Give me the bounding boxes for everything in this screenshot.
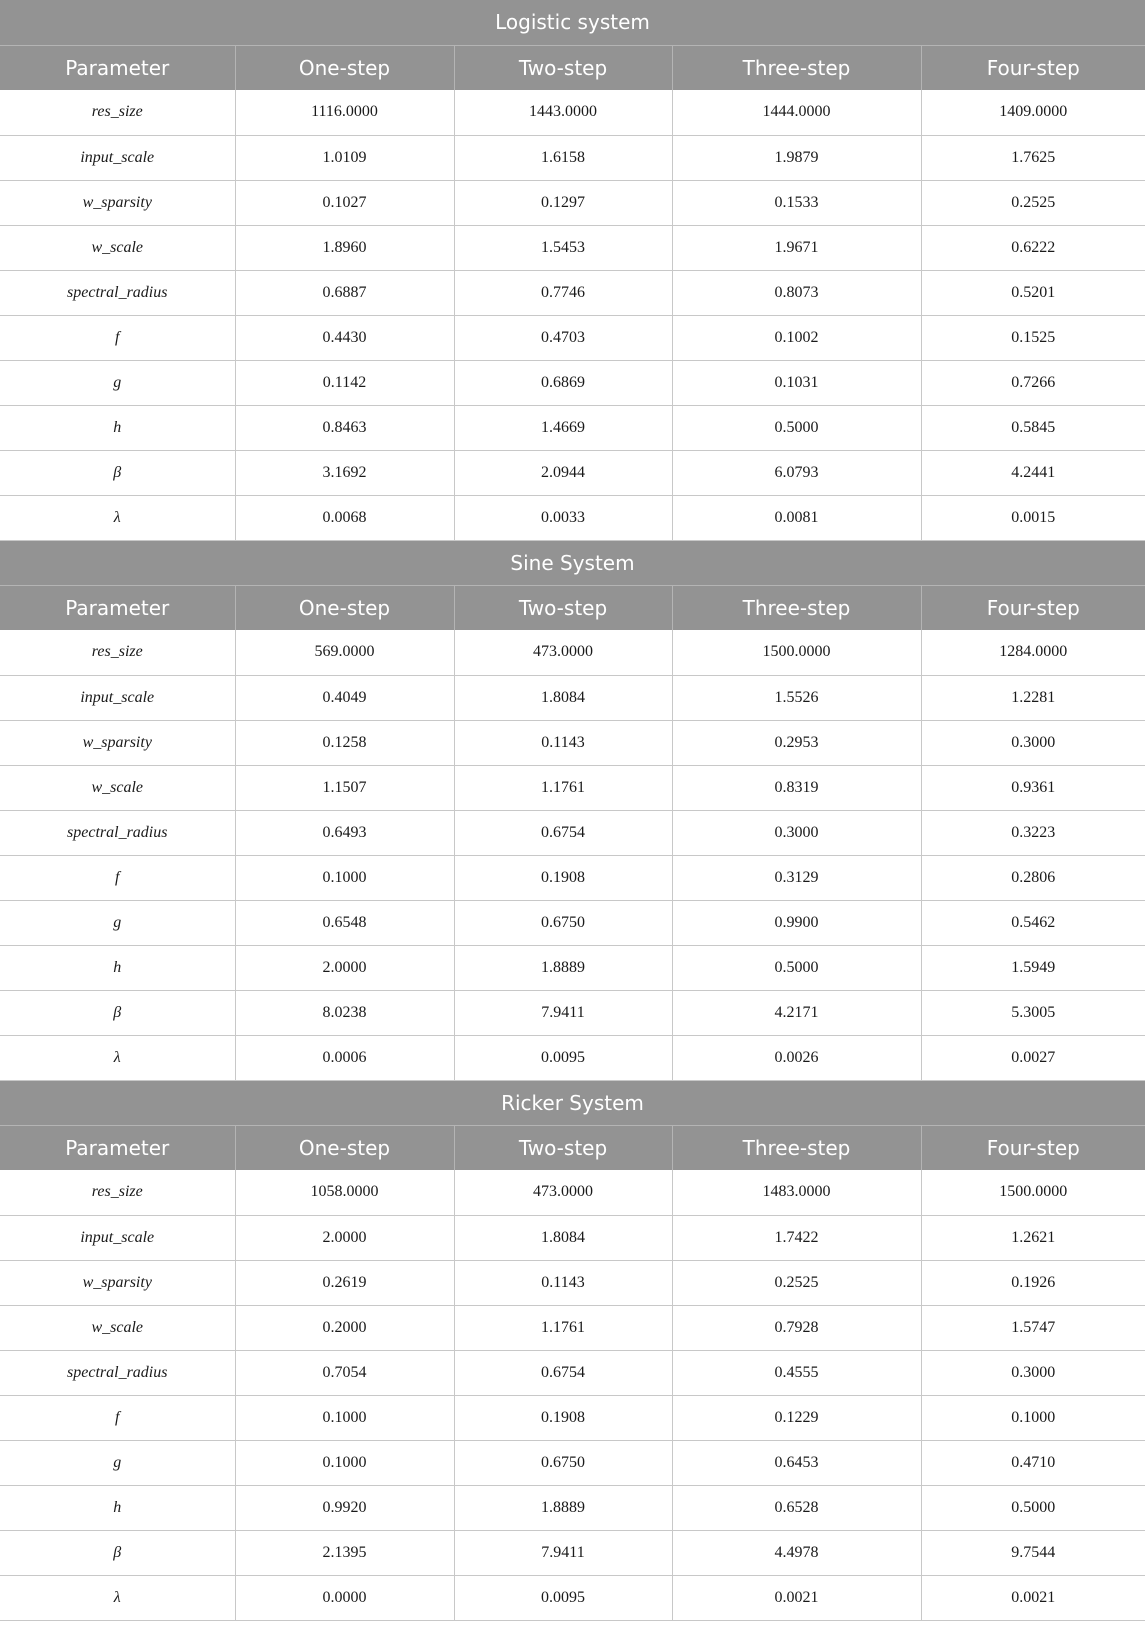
- parameter-name-cell: res_size: [0, 1170, 235, 1215]
- value-cell: 2.1395: [235, 1530, 454, 1575]
- value-cell: 0.1143: [454, 1260, 672, 1305]
- value-cell: 0.1908: [454, 1395, 672, 1440]
- table-row: [0, 135, 1145, 180]
- value-cell: 0.2619: [235, 1260, 454, 1305]
- column-header: Four-step: [921, 585, 1145, 630]
- value-cell: 0.4703: [454, 315, 672, 360]
- column-header: Three-step: [672, 45, 921, 90]
- value-cell: 1500.0000: [921, 1170, 1145, 1215]
- value-cell: 1.6158: [454, 135, 672, 180]
- column-header-row: [0, 585, 1145, 630]
- value-cell: 0.6453: [672, 1440, 921, 1485]
- value-cell: 0.5000: [921, 1485, 1145, 1530]
- value-cell: 0.5845: [921, 405, 1145, 450]
- value-cell: 0.6548: [235, 900, 454, 945]
- table-row: [0, 900, 1145, 945]
- column-header: Four-step: [921, 1125, 1145, 1170]
- value-cell: 0.2953: [672, 720, 921, 765]
- section-title-row: [0, 0, 1145, 45]
- value-cell: 1.8889: [454, 945, 672, 990]
- value-cell: 0.7746: [454, 270, 672, 315]
- parameter-name-cell: spectral_radius: [0, 1350, 235, 1395]
- value-cell: 0.4430: [235, 315, 454, 360]
- value-cell: 9.7544: [921, 1530, 1145, 1575]
- value-cell: 569.0000: [235, 630, 454, 675]
- value-cell: 0.8073: [672, 270, 921, 315]
- value-cell: 1.8084: [454, 1215, 672, 1260]
- table-row: [0, 1035, 1145, 1080]
- parameter-name-cell: g: [0, 360, 235, 405]
- value-cell: 0.6754: [454, 1350, 672, 1395]
- value-cell: 1.1507: [235, 765, 454, 810]
- value-cell: 3.1692: [235, 450, 454, 495]
- value-cell: 0.1143: [454, 720, 672, 765]
- value-cell: 1.8889: [454, 1485, 672, 1530]
- parameter-name-cell: λ: [0, 1575, 235, 1620]
- parameter-name-cell: g: [0, 900, 235, 945]
- value-cell: 0.5000: [672, 405, 921, 450]
- value-cell: 1409.0000: [921, 90, 1145, 135]
- value-cell: 0.6222: [921, 225, 1145, 270]
- column-header: Three-step: [672, 585, 921, 630]
- value-cell: 1.9879: [672, 135, 921, 180]
- parameter-name-cell: spectral_radius: [0, 270, 235, 315]
- value-cell: 2.0000: [235, 1215, 454, 1260]
- value-cell: 0.6528: [672, 1485, 921, 1530]
- value-cell: 0.0027: [921, 1035, 1145, 1080]
- value-cell: 0.1000: [235, 1395, 454, 1440]
- value-cell: 0.0026: [672, 1035, 921, 1080]
- value-cell: 0.0021: [672, 1575, 921, 1620]
- value-cell: 0.1525: [921, 315, 1145, 360]
- parameter-name-cell: β: [0, 990, 235, 1035]
- value-cell: 1483.0000: [672, 1170, 921, 1215]
- value-cell: 1116.0000: [235, 90, 454, 135]
- value-cell: 1.8084: [454, 675, 672, 720]
- parameter-name-cell: res_size: [0, 630, 235, 675]
- table-row: [0, 1485, 1145, 1530]
- parameter-name-cell: w_sparsity: [0, 720, 235, 765]
- value-cell: 0.0000: [235, 1575, 454, 1620]
- value-cell: 1.2621: [921, 1215, 1145, 1260]
- value-cell: 0.2525: [921, 180, 1145, 225]
- value-cell: 0.6869: [454, 360, 672, 405]
- value-cell: 1.7422: [672, 1215, 921, 1260]
- parameter-name-cell: input_scale: [0, 135, 235, 180]
- value-cell: 0.6750: [454, 1440, 672, 1485]
- table-row: [0, 90, 1145, 135]
- value-cell: 1058.0000: [235, 1170, 454, 1215]
- value-cell: 0.3000: [921, 720, 1145, 765]
- table-row: [0, 810, 1145, 855]
- value-cell: 4.2171: [672, 990, 921, 1035]
- value-cell: 1444.0000: [672, 90, 921, 135]
- value-cell: 1.5526: [672, 675, 921, 720]
- value-cell: 1.1761: [454, 1305, 672, 1350]
- value-cell: 0.1297: [454, 180, 672, 225]
- value-cell: 0.2525: [672, 1260, 921, 1305]
- value-cell: 1.1761: [454, 765, 672, 810]
- value-cell: 1.0109: [235, 135, 454, 180]
- table-row: [0, 270, 1145, 315]
- value-cell: 6.0793: [672, 450, 921, 495]
- column-header: One-step: [235, 1125, 454, 1170]
- column-header: Three-step: [672, 1125, 921, 1170]
- table-row: [0, 1260, 1145, 1305]
- column-header: Parameter: [0, 1125, 235, 1170]
- value-cell: 0.7266: [921, 360, 1145, 405]
- value-cell: 0.1027: [235, 180, 454, 225]
- table-row: [0, 990, 1145, 1035]
- value-cell: 0.2806: [921, 855, 1145, 900]
- table-row: [0, 225, 1145, 270]
- column-header: Parameter: [0, 45, 235, 90]
- parameter-name-cell: input_scale: [0, 1215, 235, 1260]
- value-cell: 0.1926: [921, 1260, 1145, 1305]
- value-cell: 0.6493: [235, 810, 454, 855]
- value-cell: 0.5201: [921, 270, 1145, 315]
- value-cell: 1.7625: [921, 135, 1145, 180]
- table-row: [0, 765, 1145, 810]
- table-row: [0, 1350, 1145, 1395]
- value-cell: 1443.0000: [454, 90, 672, 135]
- table-row: [0, 1440, 1145, 1485]
- value-cell: 1.5453: [454, 225, 672, 270]
- value-cell: 1.8960: [235, 225, 454, 270]
- table-row: [0, 1170, 1145, 1215]
- table-row: [0, 1530, 1145, 1575]
- value-cell: 0.0095: [454, 1575, 672, 1620]
- value-cell: 1284.0000: [921, 630, 1145, 675]
- parameter-name-cell: w_sparsity: [0, 1260, 235, 1305]
- column-header-row: [0, 1125, 1145, 1170]
- value-cell: 0.0021: [921, 1575, 1145, 1620]
- value-cell: 0.1000: [235, 855, 454, 900]
- value-cell: 0.4710: [921, 1440, 1145, 1485]
- value-cell: 0.9900: [672, 900, 921, 945]
- parameter-name-cell: h: [0, 405, 235, 450]
- table-row: [0, 945, 1145, 990]
- table-row: [0, 1575, 1145, 1620]
- table-row: [0, 315, 1145, 360]
- value-cell: 0.7054: [235, 1350, 454, 1395]
- value-cell: 0.8463: [235, 405, 454, 450]
- parameter-name-cell: h: [0, 945, 235, 990]
- section-title: Sine System: [0, 540, 1145, 585]
- parameter-name-cell: input_scale: [0, 675, 235, 720]
- value-cell: 0.1031: [672, 360, 921, 405]
- table-row: [0, 360, 1145, 405]
- value-cell: 0.1258: [235, 720, 454, 765]
- section-title-row: [0, 1080, 1145, 1125]
- value-cell: 0.1533: [672, 180, 921, 225]
- value-cell: 0.4555: [672, 1350, 921, 1395]
- value-cell: 0.1908: [454, 855, 672, 900]
- value-cell: 4.2441: [921, 450, 1145, 495]
- value-cell: 0.3000: [672, 810, 921, 855]
- value-cell: 2.0944: [454, 450, 672, 495]
- value-cell: 0.0095: [454, 1035, 672, 1080]
- value-cell: 2.0000: [235, 945, 454, 990]
- value-cell: 1500.0000: [672, 630, 921, 675]
- column-header: Four-step: [921, 45, 1145, 90]
- parameter-name-cell: w_scale: [0, 765, 235, 810]
- parameter-name-cell: β: [0, 1530, 235, 1575]
- section-title: Logistic system: [0, 0, 1145, 45]
- table-row: [0, 180, 1145, 225]
- table-row: [0, 720, 1145, 765]
- table-row: [0, 855, 1145, 900]
- value-cell: 1.2281: [921, 675, 1145, 720]
- value-cell: 0.0081: [672, 495, 921, 540]
- value-cell: 4.4978: [672, 1530, 921, 1575]
- value-cell: 1.5949: [921, 945, 1145, 990]
- value-cell: 473.0000: [454, 630, 672, 675]
- parameter-name-cell: f: [0, 855, 235, 900]
- parameter-name-cell: λ: [0, 495, 235, 540]
- parameter-name-cell: res_size: [0, 90, 235, 135]
- value-cell: 1.5747: [921, 1305, 1145, 1350]
- value-cell: 0.6754: [454, 810, 672, 855]
- column-header: One-step: [235, 45, 454, 90]
- parameter-name-cell: f: [0, 1395, 235, 1440]
- value-cell: 0.1000: [921, 1395, 1145, 1440]
- value-cell: 7.9411: [454, 990, 672, 1035]
- value-cell: 0.5000: [672, 945, 921, 990]
- column-header: Two-step: [454, 45, 672, 90]
- section-title: Ricker System: [0, 1080, 1145, 1125]
- value-cell: 0.0015: [921, 495, 1145, 540]
- value-cell: 0.6887: [235, 270, 454, 315]
- value-cell: 0.1002: [672, 315, 921, 360]
- column-header: Two-step: [454, 585, 672, 630]
- value-cell: 7.9411: [454, 1530, 672, 1575]
- value-cell: 0.1229: [672, 1395, 921, 1440]
- parameter-name-cell: w_scale: [0, 225, 235, 270]
- table-row: [0, 1395, 1145, 1440]
- column-header: One-step: [235, 585, 454, 630]
- parameter-name-cell: β: [0, 450, 235, 495]
- table-row: [0, 630, 1145, 675]
- value-cell: 0.0068: [235, 495, 454, 540]
- value-cell: 0.3223: [921, 810, 1145, 855]
- value-cell: 0.1000: [235, 1440, 454, 1485]
- table-row: [0, 405, 1145, 450]
- parameter-name-cell: w_scale: [0, 1305, 235, 1350]
- value-cell: 0.2000: [235, 1305, 454, 1350]
- value-cell: 0.8319: [672, 765, 921, 810]
- value-cell: 0.5462: [921, 900, 1145, 945]
- value-cell: 0.3000: [921, 1350, 1145, 1395]
- column-header: Parameter: [0, 585, 235, 630]
- table-row: [0, 1215, 1145, 1260]
- value-cell: 0.4049: [235, 675, 454, 720]
- value-cell: 0.1142: [235, 360, 454, 405]
- table-row: [0, 675, 1145, 720]
- table-row: [0, 450, 1145, 495]
- value-cell: 1.4669: [454, 405, 672, 450]
- value-cell: 8.0238: [235, 990, 454, 1035]
- value-cell: 1.9671: [672, 225, 921, 270]
- value-cell: 0.0033: [454, 495, 672, 540]
- parameter-name-cell: f: [0, 315, 235, 360]
- value-cell: 0.7928: [672, 1305, 921, 1350]
- parameter-name-cell: g: [0, 1440, 235, 1485]
- parameter-name-cell: h: [0, 1485, 235, 1530]
- column-header-row: [0, 45, 1145, 90]
- parameter-name-cell: λ: [0, 1035, 235, 1080]
- column-header: Two-step: [454, 1125, 672, 1170]
- value-cell: 0.9361: [921, 765, 1145, 810]
- table-row: [0, 1305, 1145, 1350]
- value-cell: 0.9920: [235, 1485, 454, 1530]
- parameter-name-cell: w_sparsity: [0, 180, 235, 225]
- value-cell: 5.3005: [921, 990, 1145, 1035]
- section-title-row: [0, 540, 1145, 585]
- value-cell: 0.3129: [672, 855, 921, 900]
- parameter-name-cell: spectral_radius: [0, 810, 235, 855]
- value-cell: 0.0006: [235, 1035, 454, 1080]
- table-row: [0, 495, 1145, 540]
- value-cell: 473.0000: [454, 1170, 672, 1215]
- value-cell: 0.6750: [454, 900, 672, 945]
